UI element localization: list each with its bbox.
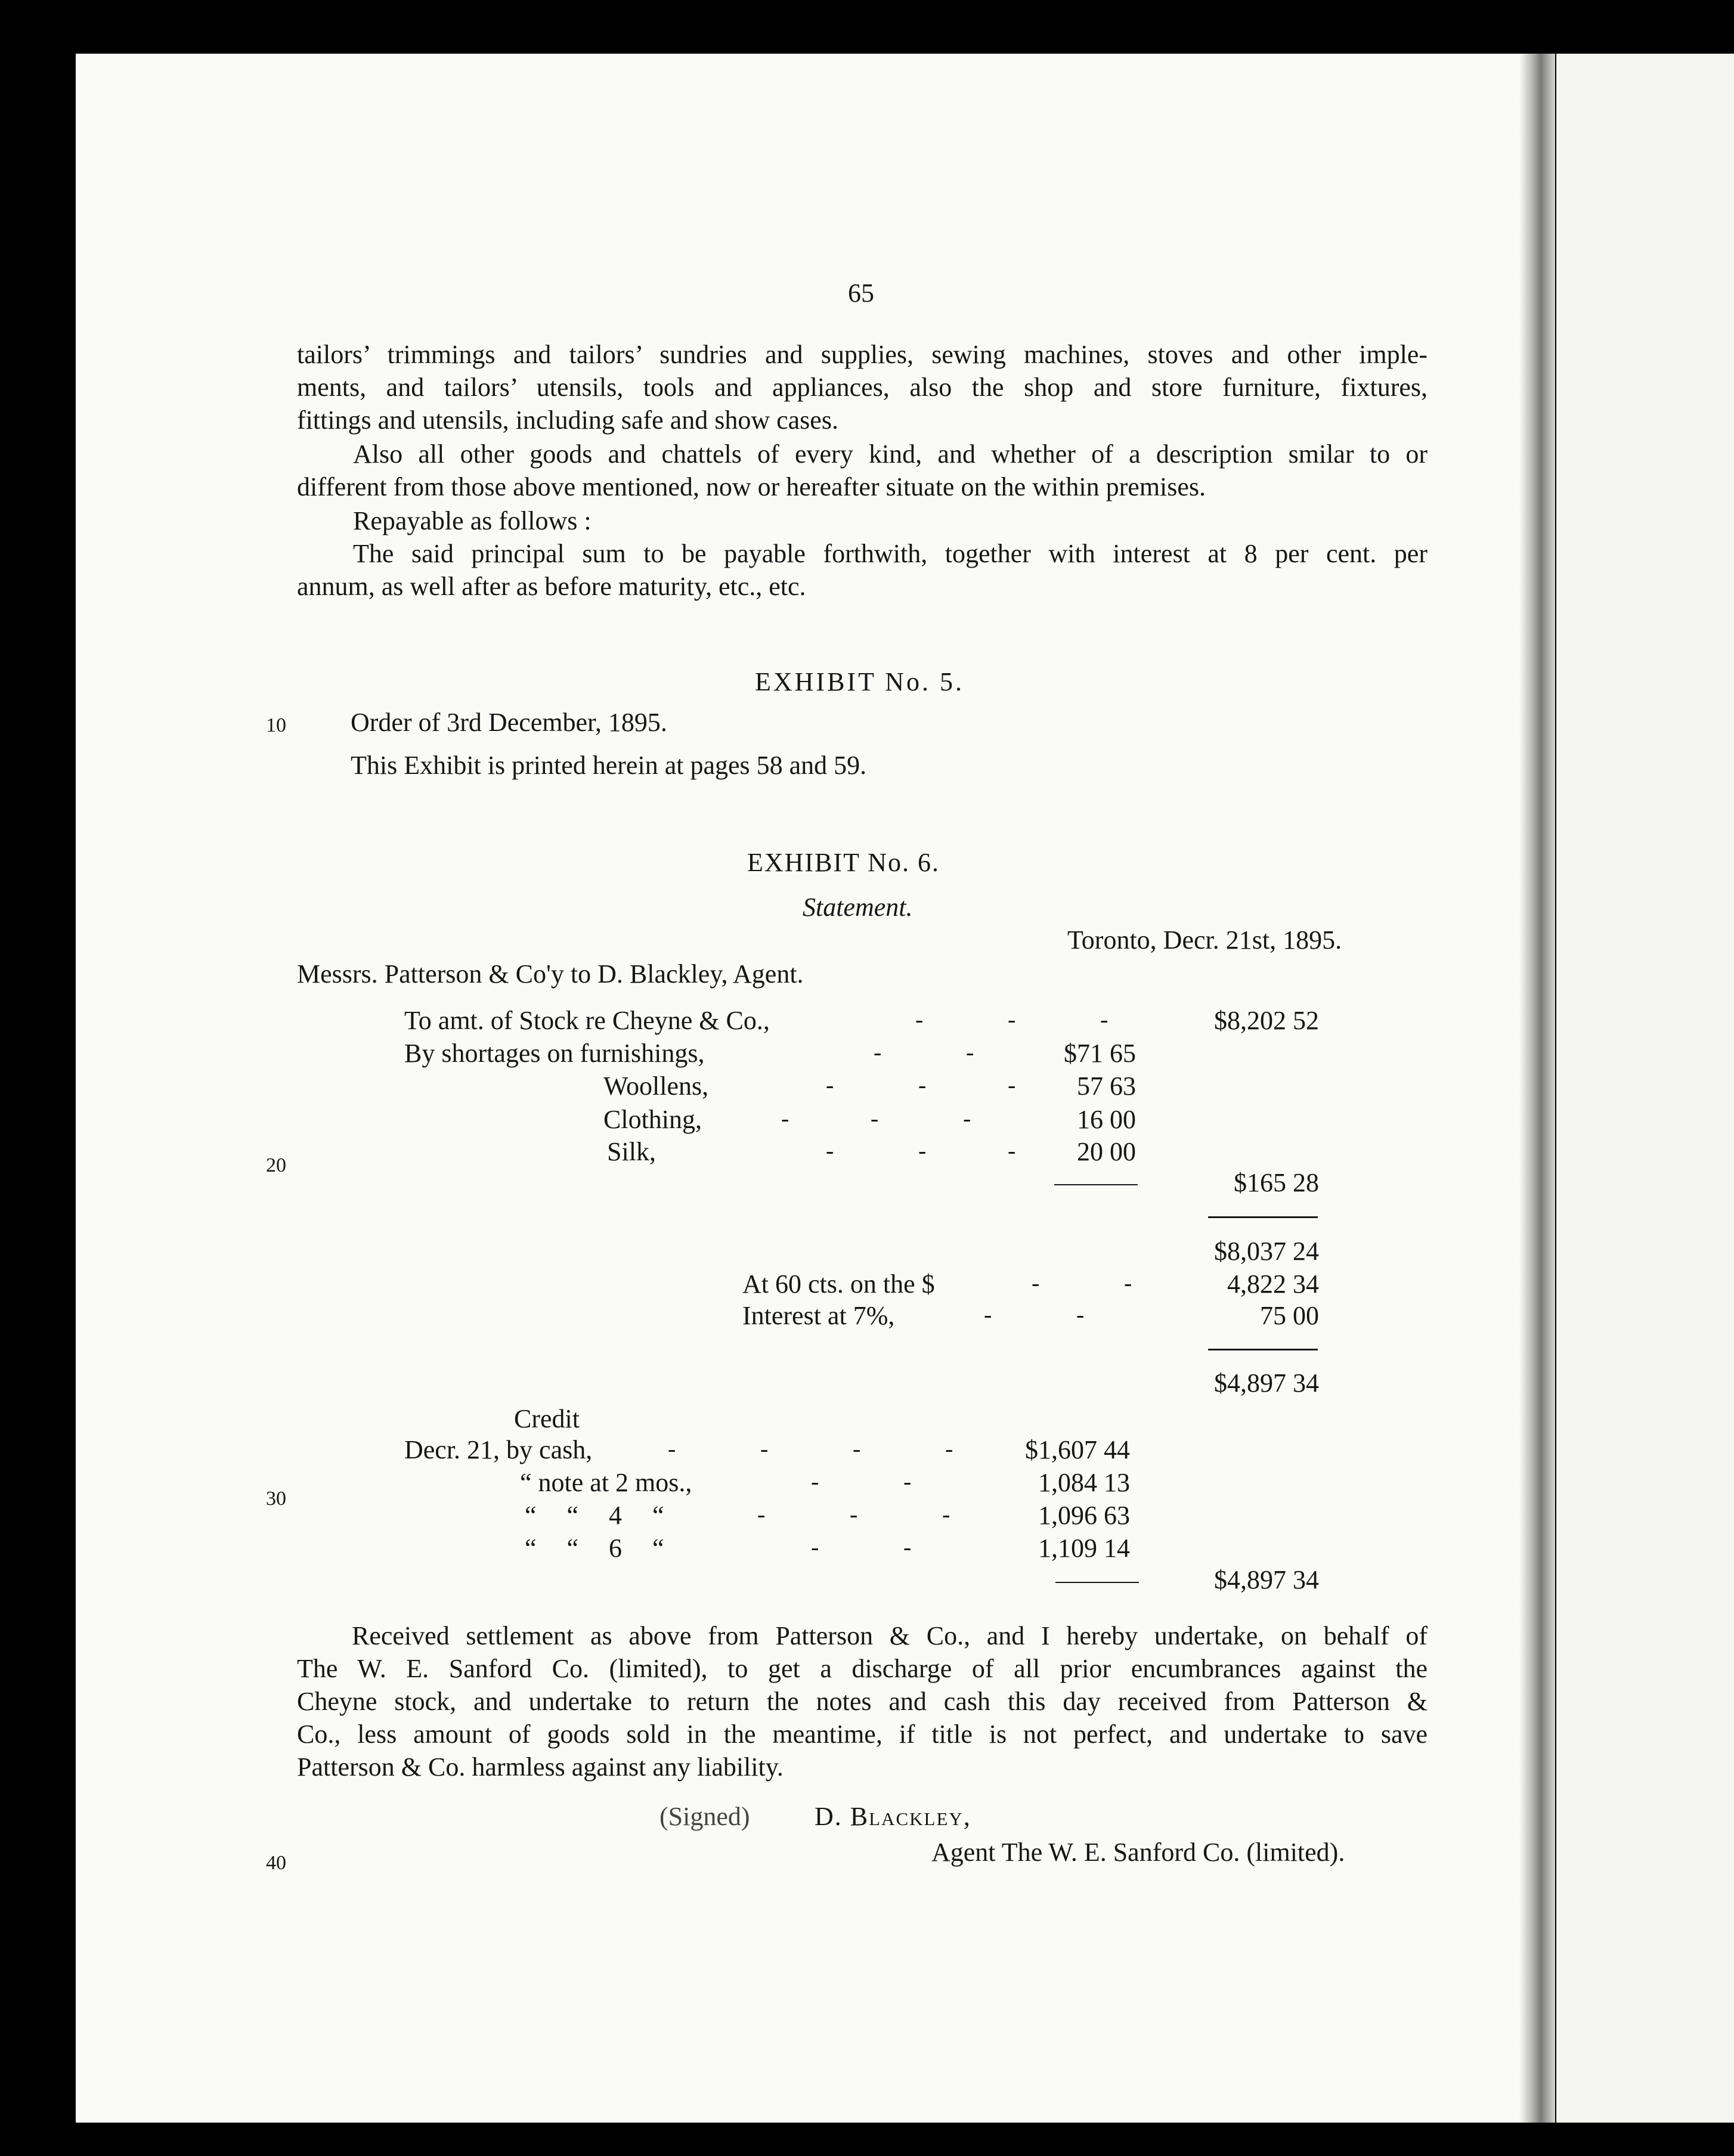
interest-value: 75 00 [1260,1301,1319,1330]
statement-parties: Messrs. Patterson & Co'y to D. Blackley, Agent. [297,959,804,989]
intro-line-2: ments, and tailors’ utensils, tools and appliances, also the shop and store furniture, fixtures, [297,373,1428,402]
total-rule [1208,1216,1318,1218]
at-rate-label: At 60 cts. on the $ [742,1269,935,1299]
leader-dash: - [918,1071,927,1098]
row-woollens-amount: 57 63 [1077,1071,1136,1101]
interest-label: Interest at 7%, [742,1301,895,1330]
row-woollens-label: Woollens, [603,1071,709,1101]
subtotal-rule [1054,1184,1138,1185]
leader-dash: - [918,1137,927,1164]
row-stock-label: To amt. of Stock re Cheyne & Co., [404,1006,770,1035]
leader-dash: - [966,1039,974,1065]
leader-dash: - [871,1105,879,1132]
leader-dash: - [781,1105,789,1132]
leader-dash: - [945,1435,953,1462]
leader-dash: - [963,1105,971,1132]
credit-row-note6-label: “ “ 6 “ [525,1534,664,1563]
leader-dash: - [757,1501,766,1528]
signer-name: D. Blackley, [815,1802,971,1831]
line-number-40: 40 [266,1852,286,1874]
row-stock-total: $8,202 52 [1214,1006,1319,1035]
intro-line-8: annum, as well after as before maturity, etc., etc. [297,572,806,601]
row-furnishings-label: By shortages on furnishings, [404,1039,705,1068]
credit-row-note6-amount: 1,109 14 [1038,1534,1130,1563]
signed-label: (Signed) [659,1802,750,1831]
leader-dash: - [853,1435,861,1462]
intro-line-5: different from those above mentioned, now or hereafter situate on the within premises. [297,472,1206,501]
credit-rule [1055,1582,1139,1583]
receipt-line-3: Cheyne stock, and undertake to return the notes and cash this day received from Patterson & [297,1687,1428,1716]
credit-row-note4-label: “ “ 4 “ [525,1501,664,1530]
exhibit-5-line-2: This Exhibit is printed herein at pages 58 and 59. [351,751,867,780]
leader-dash: - [915,1006,924,1033]
line-number-20: 20 [266,1154,286,1176]
row-silk-label: Silk, [607,1137,656,1166]
intro-line-1: tailors’ trimmings and tailors’ sundries and supplies, sewing machines, stoves and other imple- [297,340,1428,369]
exhibit-5-line-1: Order of 3rd December, 1895. [351,708,667,737]
shortage-total: $165 28 [1234,1168,1319,1197]
at-rate-value: 4,822 34 [1227,1269,1319,1299]
leader-dash: - [1124,1269,1132,1296]
grand-total: $4,897 34 [1214,1368,1319,1398]
credit-total: $4,897 34 [1214,1565,1319,1594]
leader-dash: - [1076,1301,1085,1328]
row-clothing-amount: 16 00 [1077,1105,1136,1134]
leader-dash: - [1032,1269,1040,1296]
leader-dash: - [942,1501,950,1528]
leader-dash: - [874,1039,882,1065]
credit-row-note4-amount: 1,096 63 [1038,1501,1130,1530]
total-rule [1208,1349,1318,1350]
leader-dash: - [826,1071,834,1098]
receipt-line-4: Co., less amount of goods sold in the meantime, if title is not perfect, and undertake to save [297,1720,1428,1749]
receipt-line-1: Received settlement as above from Patterson & Co., and I hereby undertake, on behalf of [352,1621,1428,1650]
intro-line-6: Repayable as follows : [353,506,592,535]
credit-heading: Credit [514,1404,580,1433]
intro-line-3: fittings and utensils, including safe and show cases. [297,405,838,435]
leader-dash: - [760,1435,769,1462]
intro-line-4: Also all other goods and chattels of every kind, and whether of a description smilar to or [353,439,1428,469]
credit-row-cash-amount: $1,607 44 [1025,1435,1130,1464]
receipt-line-2: The W. E. Sanford Co. (limited), to get a discharge of all prior encumbrances against the [297,1654,1428,1683]
leader-dash: - [1008,1071,1016,1098]
receipt-line-5: Patterson & Co. harmless against any liability. [297,1752,784,1782]
leader-dash: - [811,1534,819,1560]
facing-page-edge [1556,54,1734,2123]
credit-row-note2-amount: 1,084 13 [1038,1468,1130,1497]
exhibit-5-heading: EXHIBIT No. 5. [755,667,964,696]
leader-dash: - [811,1468,819,1495]
credit-row-cash-label: Decr. 21, by cash, [404,1435,593,1464]
page-gutter [1519,54,1555,2123]
row-silk-amount: 20 00 [1077,1137,1136,1166]
leader-dash: - [1008,1137,1016,1164]
row-clothing-label: Clothing, [603,1105,702,1134]
statement-date: Toronto, Decr. 21st, 1895. [1067,925,1342,955]
leader-dash: - [984,1301,992,1328]
leader-dash: - [903,1468,912,1495]
signer-title: Agent The W. E. Sanford Co. (limited). [931,1838,1345,1867]
leader-dash: - [903,1534,912,1560]
exhibit-6-subheading: Statement. [803,893,913,922]
intro-line-7: The said principal sum to be payable forthwith, together with interest at 8 per cent. per [353,539,1428,568]
leader-dash: - [826,1137,834,1164]
leader-dash: - [850,1501,858,1528]
line-number-10: 10 [266,714,286,736]
row-furnishings-amount: $71 65 [1064,1039,1136,1068]
leader-dash: - [1100,1006,1108,1033]
leader-dash: - [1008,1006,1016,1033]
net-value: $8,037 24 [1214,1237,1319,1266]
page-number: 65 [848,278,874,308]
leader-dash: - [668,1435,676,1462]
line-number-30: 30 [266,1488,286,1510]
exhibit-6-heading: EXHIBIT No. 6. [747,848,940,877]
credit-row-note2-label: “ note at 2 mos., [520,1468,692,1497]
